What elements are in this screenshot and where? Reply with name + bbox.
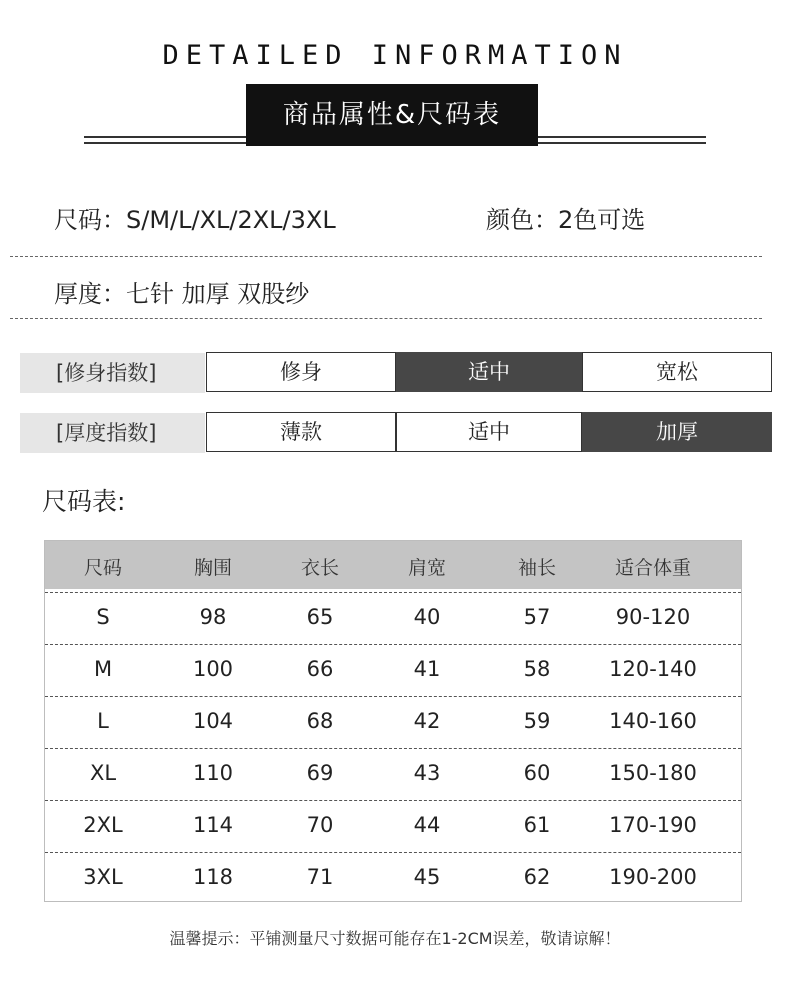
measurement-note: 温馨提示：平铺测量尺寸数据可能存在1-2CM误差，敬请谅解！ bbox=[169, 929, 621, 948]
section-banner: 商品属性&尺码表 bbox=[246, 84, 538, 146]
cell-shoulder: 42 bbox=[413, 709, 441, 733]
fit-option-loose: 宽松 bbox=[582, 352, 772, 392]
cell-shoulder: 41 bbox=[413, 657, 441, 681]
cell-weight: 190-200 bbox=[609, 865, 697, 889]
thickness-option-medium: 适中 bbox=[396, 412, 582, 452]
cell-weight: 120-140 bbox=[609, 657, 697, 681]
column-header-chest: 胸围 bbox=[193, 557, 232, 579]
thickness-option-thin: 薄款 bbox=[206, 412, 396, 452]
cell-size: XL bbox=[89, 761, 117, 785]
cell-chest: 104 bbox=[192, 709, 234, 733]
cell-length: 71 bbox=[306, 865, 334, 889]
row-divider bbox=[45, 592, 741, 593]
row-divider bbox=[45, 696, 741, 697]
cell-weight: 150-180 bbox=[609, 761, 697, 785]
cell-size: 2XL bbox=[83, 813, 123, 837]
cell-chest: 110 bbox=[192, 761, 234, 785]
cell-sleeve: 59 bbox=[523, 709, 551, 733]
cell-chest: 114 bbox=[192, 813, 234, 837]
page-title: DETAILED INFORMATION bbox=[162, 40, 628, 71]
size-chart-table bbox=[44, 540, 742, 902]
cell-shoulder: 45 bbox=[413, 865, 441, 889]
column-header-shoulder: 肩宽 bbox=[407, 557, 446, 579]
cell-size: 3XL bbox=[83, 865, 123, 889]
column-header-length: 衣长 bbox=[300, 557, 339, 579]
fit-option-slim: 修身 bbox=[206, 352, 396, 392]
cell-weight: 90-120 bbox=[615, 605, 691, 629]
cell-chest: 118 bbox=[192, 865, 234, 889]
row-divider bbox=[45, 800, 741, 801]
divider bbox=[10, 256, 762, 257]
cell-weight: 170-190 bbox=[609, 813, 697, 837]
thickness-attribute: 厚度：七针 加厚 双股纱 bbox=[54, 280, 310, 308]
thickness-option-thick: 加厚 bbox=[582, 412, 772, 452]
cell-sleeve: 58 bbox=[523, 657, 551, 681]
cell-length: 65 bbox=[306, 605, 334, 629]
fit-option-regular: 适中 bbox=[396, 352, 582, 392]
cell-weight: 140-160 bbox=[609, 709, 697, 733]
row-divider bbox=[45, 748, 741, 749]
cell-chest: 100 bbox=[192, 657, 234, 681]
thickness-index-label: [厚度指数] bbox=[20, 413, 205, 453]
cell-size: L bbox=[97, 709, 109, 733]
column-header-size: 尺码 bbox=[83, 557, 122, 579]
table-header bbox=[45, 541, 741, 589]
column-header-weight: 适合体重 bbox=[614, 557, 691, 579]
cell-sleeve: 57 bbox=[523, 605, 551, 629]
cell-size: M bbox=[93, 657, 113, 681]
cell-chest: 98 bbox=[199, 605, 227, 629]
cell-shoulder: 40 bbox=[413, 605, 441, 629]
column-header-sleeve: 袖长 bbox=[517, 557, 556, 579]
cell-length: 66 bbox=[306, 657, 334, 681]
row-divider bbox=[45, 644, 741, 645]
row-divider bbox=[45, 852, 741, 853]
cell-length: 68 bbox=[306, 709, 334, 733]
size-attribute: 尺码：S/M/L/XL/2XL/3XL bbox=[54, 206, 336, 234]
cell-size: S bbox=[96, 605, 110, 629]
cell-shoulder: 43 bbox=[413, 761, 441, 785]
cell-sleeve: 60 bbox=[523, 761, 551, 785]
cell-sleeve: 61 bbox=[523, 813, 551, 837]
divider bbox=[10, 318, 762, 319]
cell-sleeve: 62 bbox=[523, 865, 551, 889]
color-attribute: 颜色：2色可选 bbox=[486, 206, 646, 234]
cell-shoulder: 44 bbox=[413, 813, 441, 837]
fit-index-label: [修身指数] bbox=[20, 353, 205, 393]
cell-length: 69 bbox=[306, 761, 334, 785]
size-chart-heading: 尺码表: bbox=[42, 487, 126, 516]
cell-length: 70 bbox=[306, 813, 334, 837]
